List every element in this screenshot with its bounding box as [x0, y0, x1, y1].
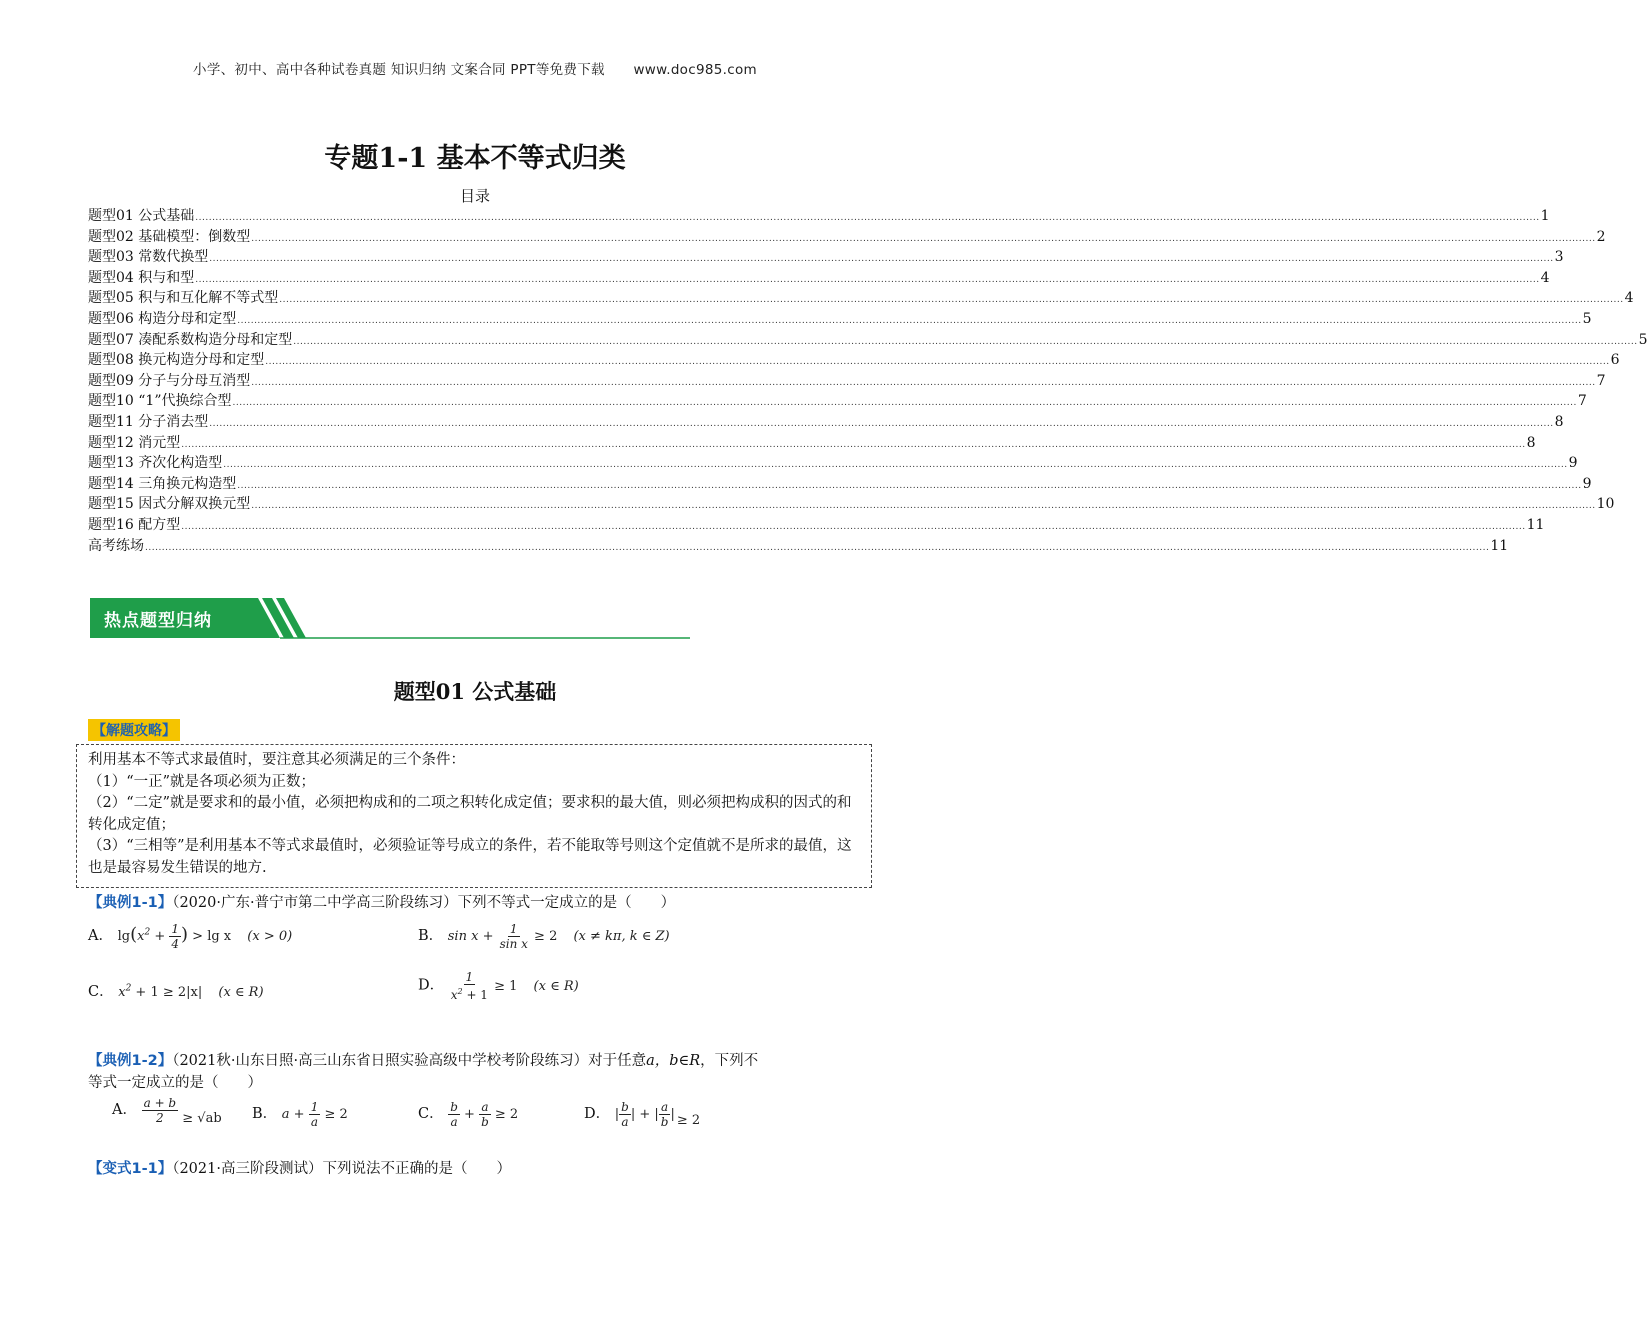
toc-leader-dots: ................................................................................................................................................................................................................................................................................................................................................................................................................	[181, 439, 1526, 450]
toc-item-page: 10	[1596, 496, 1615, 513]
toc-item[interactable]	[88, 349, 1620, 370]
toc-item-label: 题型05 积与和互化解不等式型	[88, 290, 279, 307]
option-a[interactable]: A． $\lg(x^2$ + $\frac{1}{4}$ ) > lg x (x > 0)	[88, 922, 293, 951]
toc-item-label: 题型13 齐次化构造型	[88, 455, 223, 472]
toc-leader-dots: ................................................................................................................................................................................................................................................................................................................................................................................................................	[195, 213, 1540, 223]
table-of-contents	[88, 205, 1648, 555]
option-letter: A．	[88, 928, 113, 944]
toc-item-page: 6	[1610, 352, 1620, 369]
toc-leader-dots: ................................................................................................................................................................................................................................................................................................................................................................................................................	[251, 233, 1596, 244]
toc-leader-dots: ................................................................................................................................................................................................................................................................................................................................................................................................................	[223, 460, 1568, 471]
toc-item-page: 9	[1568, 455, 1578, 472]
toc-item[interactable]	[88, 246, 1564, 267]
option-b[interactable]: B． a + $\frac{1}{a}$ ≥ 2	[252, 1100, 348, 1129]
toc-item-label: 题型04 积与和型	[88, 269, 195, 286]
toc-item-page: 4	[1624, 290, 1634, 307]
toc-item[interactable]	[88, 226, 1606, 247]
toc-leader-dots: ................................................................................................................................................................................................................................................................................................................................................................................................................	[232, 398, 1577, 409]
toc-item[interactable]	[88, 473, 1592, 494]
toc-leader-dots: ................................................................................................................................................................................................................................................................................................................................................................................................................	[145, 542, 1490, 553]
example-stem: （2020·广东·普宁市第二中学高三阶段练习）下列不等式一定成立的是（ ）	[172, 895, 676, 911]
toc-item-page: 5	[1582, 310, 1592, 327]
toc-item-label: 题型12 消元型	[88, 434, 181, 451]
toc-item[interactable]	[88, 452, 1578, 473]
option-d[interactable]: D． $\frac{1}{x^2 + 1}$ ≥ 1 (x ∈ R)	[418, 970, 579, 1002]
hot-topics-banner	[90, 598, 690, 640]
toc-leader-dots: ................................................................................................................................................................................................................................................................................................................................................................................................................	[251, 501, 1596, 512]
toc-item[interactable]	[88, 308, 1592, 329]
toc-item-label: 题型06 构造分母和定型	[88, 310, 237, 327]
header-url[interactable]: www.doc985.com	[633, 62, 757, 78]
tip-line: （3）“三相等”是利用基本不等式求最值时，必须验证等号成立的条件，若不能取等号则这个定值就不是所求的最值，这也是最容易发生错误的地方.	[88, 838, 852, 876]
toc-item-page: 8	[1554, 413, 1564, 430]
toc-item[interactable]	[88, 205, 1550, 226]
toc-leader-dots: ................................................................................................................................................................................................................................................................................................................................................................................................................	[293, 336, 1638, 347]
toc-item-label: 题型03 常数代换型	[88, 249, 209, 266]
toc-item-page: 7	[1596, 372, 1606, 389]
toc-item-page: 3	[1554, 249, 1564, 266]
toc-item[interactable]	[88, 329, 1648, 350]
section-title: 题型01 公式基础	[393, 679, 557, 704]
toc-item-label: 题型09 分子与分母互消型	[88, 372, 251, 389]
tip-line: （2）“二定”就是要求和的最小值，必须把构成和的二项之积转化成定值；要求积的最大值，则必须把构成积的因式的和转化成定值；	[88, 795, 852, 833]
toc-item-page: 5	[1638, 331, 1648, 348]
option-letter: D．	[418, 977, 445, 994]
toc-item-label: 题型16 配方型	[88, 516, 181, 533]
toc-item-page: 1	[1540, 208, 1550, 224]
option-letter: B．	[418, 928, 444, 944]
variant-stem: （2021·高三阶段测试）下列说法不正确的是（ ）	[172, 1161, 511, 1177]
toc-item[interactable]	[88, 370, 1606, 391]
document-title: 专题1-1 基本不等式归类	[324, 143, 626, 174]
option-letter: B．	[252, 1106, 278, 1122]
toc-heading: 目录	[459, 187, 490, 205]
option-letter: C．	[418, 1106, 444, 1122]
toc-item-label: 题型01 公式基础	[88, 208, 195, 224]
toc-item-label: 题型14 三角换元构造型	[88, 475, 237, 492]
tip-text	[88, 750, 858, 879]
toc-leader-dots: ................................................................................................................................................................................................................................................................................................................................................................................................................	[181, 521, 1526, 532]
toc-item[interactable]	[88, 514, 1545, 535]
banner-text: 热点题型归纳	[104, 611, 212, 631]
site-header	[0, 58, 950, 78]
toc-item[interactable]	[88, 267, 1550, 288]
option-d[interactable]: D． | $\frac{b}{a}$ | + | $\frac{a}{b}$ | ≥ 2	[584, 1100, 701, 1129]
option-c[interactable]: C． $x^2 + 1 \ge 2|x|$ (x ∈ R)	[88, 983, 264, 1000]
toc-item-page: 2	[1596, 228, 1606, 245]
toc-leader-dots: ................................................................................................................................................................................................................................................................................................................................................................................................................	[237, 480, 1582, 491]
tip-label: 【解题攻略】	[88, 719, 180, 741]
toc-item-label: 题型11 分子消去型	[88, 413, 209, 430]
toc-item[interactable]	[88, 535, 1509, 556]
toc-leader-dots: ................................................................................................................................................................................................................................................................................................................................................................................................................	[237, 315, 1582, 326]
toc-item-page: 11	[1526, 516, 1545, 533]
toc-item[interactable]	[88, 287, 1634, 308]
example-1-2: 【典例1-2】（2021秋·山东日照·高三山东省日照实验高级中学校考阶段练习）对于任意a，b∈R，下列不 等式一定成立的是（ ）	[88, 1053, 759, 1091]
toc-item-label: 题型02 基础模型：倒数型	[88, 228, 251, 245]
toc-leader-dots: ................................................................................................................................................................................................................................................................................................................................................................................................................	[251, 377, 1596, 388]
toc-item-page: 11	[1490, 537, 1509, 554]
toc-item-page: 9	[1582, 475, 1592, 492]
example-1-1	[88, 892, 868, 914]
header-text: 小学、初中、高中各种试卷真题 知识归纳 文案合同 PPT等免费下载	[193, 62, 605, 78]
toc-item-label: 题型15 因式分解双换元型	[88, 496, 251, 513]
toc-leader-dots: ................................................................................................................................................................................................................................................................................................................................................................................................................	[279, 295, 1624, 306]
option-letter: A．	[112, 1102, 137, 1118]
tip-line: （1）“一正”就是各项必须为正数；	[88, 773, 316, 790]
toc-leader-dots: ................................................................................................................................................................................................................................................................................................................................................................................................................	[209, 418, 1554, 429]
variant-1-1	[88, 1158, 868, 1180]
toc-leader-dots: ................................................................................................................................................................................................................................................................................................................................................................................................................	[195, 274, 1540, 285]
option-c[interactable]: C． $\frac{b}{a}$ + $\frac{a}{b}$ ≥ 2	[418, 1100, 519, 1129]
option-letter: C．	[88, 984, 114, 1000]
toc-item-page: 8	[1526, 434, 1536, 451]
toc-item-label: 题型08 换元构造分母和定型	[88, 352, 265, 369]
example-tag: 【典例1-1】	[88, 895, 173, 911]
tip-line: 利用基本不等式求最值时，要注意其必须满足的三个条件：	[88, 752, 465, 768]
option-b[interactable]: B． sin x + $\frac{1}{\text{sin x}}$ ≥ 2 (x ≠ kπ, k ∈ Z)	[418, 922, 670, 951]
toc-item-page: 7	[1577, 393, 1587, 410]
example-tag: 【典例1-2】	[88, 1053, 173, 1069]
option-a[interactable]: A． $\frac{a + b}{2}$ ≥ √ab	[112, 1096, 222, 1126]
variant-tag: 【变式1-1】	[88, 1161, 173, 1177]
toc-item[interactable]	[88, 411, 1564, 432]
toc-leader-dots: ................................................................................................................................................................................................................................................................................................................................................................................................................	[265, 357, 1610, 368]
toc-leader-dots: ................................................................................................................................................................................................................................................................................................................................................................................................................	[209, 254, 1554, 265]
toc-item-label: 高考练场	[88, 537, 144, 554]
toc-item[interactable]	[88, 390, 1587, 411]
toc-item-label: 题型10 “1”代换综合型	[88, 393, 232, 410]
toc-item[interactable]	[88, 432, 1536, 453]
toc-item-label: 题型07 凑配系数构造分母和定型	[88, 331, 293, 348]
toc-item[interactable]	[88, 493, 1615, 514]
option-letter: D．	[584, 1106, 611, 1122]
toc-item-page: 4	[1540, 269, 1550, 286]
